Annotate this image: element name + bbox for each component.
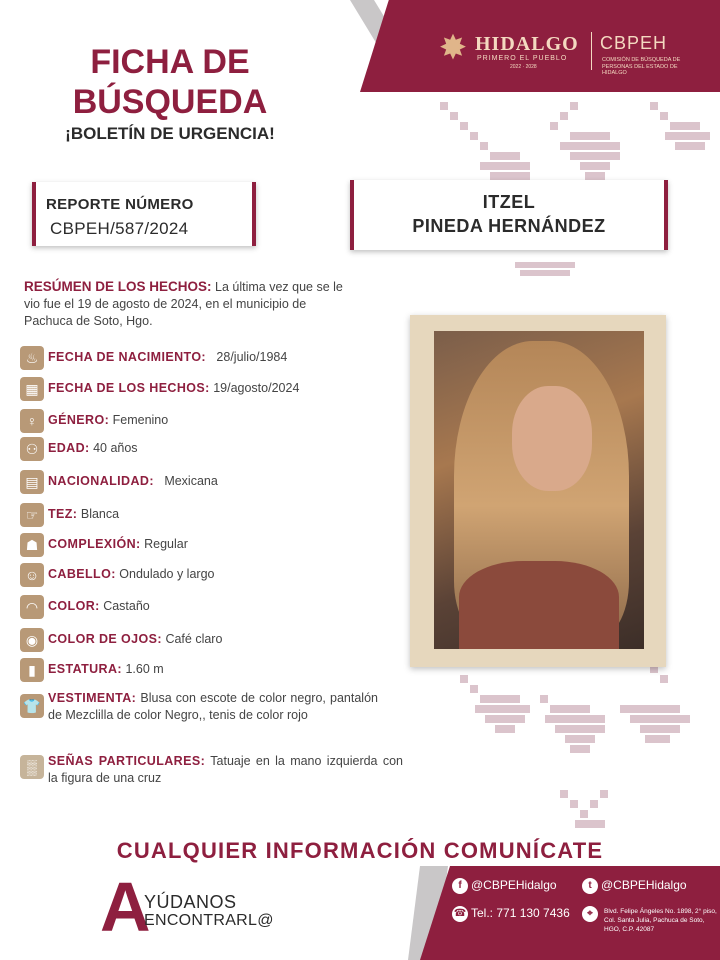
- phone-icon: ☎: [452, 906, 468, 922]
- photo-frame: [410, 315, 666, 667]
- urgency-subtitle: ¡BOLETÍN DE URGENCIA!: [65, 124, 275, 143]
- skin-icon: ☞: [20, 503, 44, 527]
- help-letter: A: [100, 868, 151, 946]
- field-label: COMPLEXIÓN:: [48, 537, 141, 551]
- twitter-handle: @CBPEHidalgo: [601, 878, 687, 893]
- name-box: [350, 180, 668, 250]
- logo-sub: PRIMERO EL PUEBLO: [477, 55, 568, 62]
- address: Blvd. Felipe Ángeles No. 1898, 2° piso, Col. Santa Julia, Pachuca de Soto, HGO, C.P. 42087: [604, 908, 717, 933]
- field-label: VESTIMENTA:: [48, 691, 137, 705]
- field-label: GÉNERO:: [48, 413, 110, 427]
- logo-divider: [591, 32, 592, 70]
- bird-pattern-bottom: [450, 655, 720, 855]
- eye-icon: ◉: [20, 628, 44, 652]
- person-photo: [434, 331, 644, 649]
- field-label: COLOR DE OJOS:: [48, 632, 162, 646]
- field-value: Blanca: [80, 507, 120, 521]
- org-full-name: COMISIÓN DE BÚSQUEDA DE PERSONAS DEL ESTADO DE HIDALGO: [602, 57, 681, 76]
- report-box: [32, 182, 256, 246]
- twitter-link[interactable]: [582, 878, 687, 894]
- ruler-icon: ▮: [20, 658, 44, 682]
- field-value: Café claro: [165, 632, 223, 646]
- facebook-handle: @CBPEHidalgo: [471, 878, 557, 893]
- page-title: [40, 42, 300, 122]
- location-pin: [582, 906, 601, 922]
- age-icon: ⚇: [20, 437, 44, 461]
- title-line-2: BÚSQUEDA: [72, 83, 268, 121]
- hair-color-icon: ◠: [20, 595, 44, 619]
- calendar-icon: ▦: [20, 377, 44, 401]
- shirt-icon: 👕: [20, 694, 44, 718]
- hidalgo-star-icon: ✸: [438, 29, 468, 67]
- field-value: 19/agosto/2024: [213, 381, 300, 395]
- field-label: EDAD:: [48, 441, 90, 455]
- person-last-names: PINEDA HERNÁNDEZ: [412, 216, 606, 236]
- twitter-icon: t: [582, 878, 598, 894]
- field-label: SEÑAS PARTICULARES:: [48, 754, 206, 768]
- location-icon: ⌖: [582, 906, 598, 922]
- field-value: 40 años: [93, 441, 138, 455]
- cake-icon: ♨: [20, 346, 44, 370]
- help-line-1: YÚDANOS: [144, 892, 237, 912]
- field-label: FECHA DE NACIMIENTO:: [48, 350, 206, 364]
- title-line-1: FICHA DE: [90, 43, 250, 81]
- logo-name: HIDALGO: [475, 33, 579, 55]
- summary: [24, 278, 344, 330]
- field-value: Blusa con escote de color negro, pantalón de Mezclilla de color Negro,, tenis de color rojo: [48, 691, 378, 722]
- field-label: TEZ:: [48, 507, 78, 521]
- field-value: 28/julio/1984: [216, 350, 288, 364]
- report-number: CBPEH/587/2024: [50, 219, 189, 238]
- field-label: COLOR:: [48, 599, 100, 613]
- summary-label: RESÚMEN DE LOS HECHOS:: [24, 279, 212, 294]
- field-value: Ondulado y largo: [119, 567, 215, 581]
- field-value: 1.60 m: [125, 662, 164, 676]
- field-value: Regular: [144, 537, 188, 551]
- report-label: REPORTE NÚMERO: [46, 196, 194, 213]
- person-first-name: ITZEL: [482, 192, 536, 212]
- id-card-icon: ▤: [20, 470, 44, 494]
- field-label: ESTATURA:: [48, 662, 122, 676]
- field-label: CABELLO:: [48, 567, 116, 581]
- field-value: Femenino: [112, 413, 169, 427]
- org-acronym: CBPEH: [600, 33, 668, 53]
- facebook-icon: f: [452, 878, 468, 894]
- facebook-link[interactable]: [452, 878, 557, 894]
- phone-number: Tel.: 771 130 7436: [471, 906, 570, 921]
- gender-icon: ♀: [20, 409, 44, 433]
- field-value: Castaño: [103, 599, 150, 613]
- hair-icon: ☺: [20, 563, 44, 587]
- photo-shirt: [459, 561, 619, 649]
- field-label: FECHA DE LOS HECHOS:: [48, 381, 210, 395]
- field-label: NACIONALIDAD:: [48, 474, 154, 488]
- help-line-2: ENCONTRARL@: [144, 912, 274, 929]
- phone-link[interactable]: [452, 906, 570, 922]
- logo-years: 2022 · 2028: [510, 64, 537, 70]
- marks-icon: ▒: [20, 755, 44, 779]
- summary-text: La última vez que se le vio fue el 19 de agosto de 2024, en el municipio de Pachuca de Soto, Hgo.: [24, 280, 343, 328]
- body-icon: ☗: [20, 533, 44, 557]
- field-value: Tatuaje en la mano izquierda con la figura de una cruz: [48, 754, 403, 785]
- field-value: Mexicana: [164, 474, 218, 488]
- photo-face: [512, 386, 592, 491]
- call-to-action: CUALQUIER INFORMACIÓN COMUNÍCATE: [116, 838, 604, 863]
- hidalgo-logo: [435, 30, 585, 70]
